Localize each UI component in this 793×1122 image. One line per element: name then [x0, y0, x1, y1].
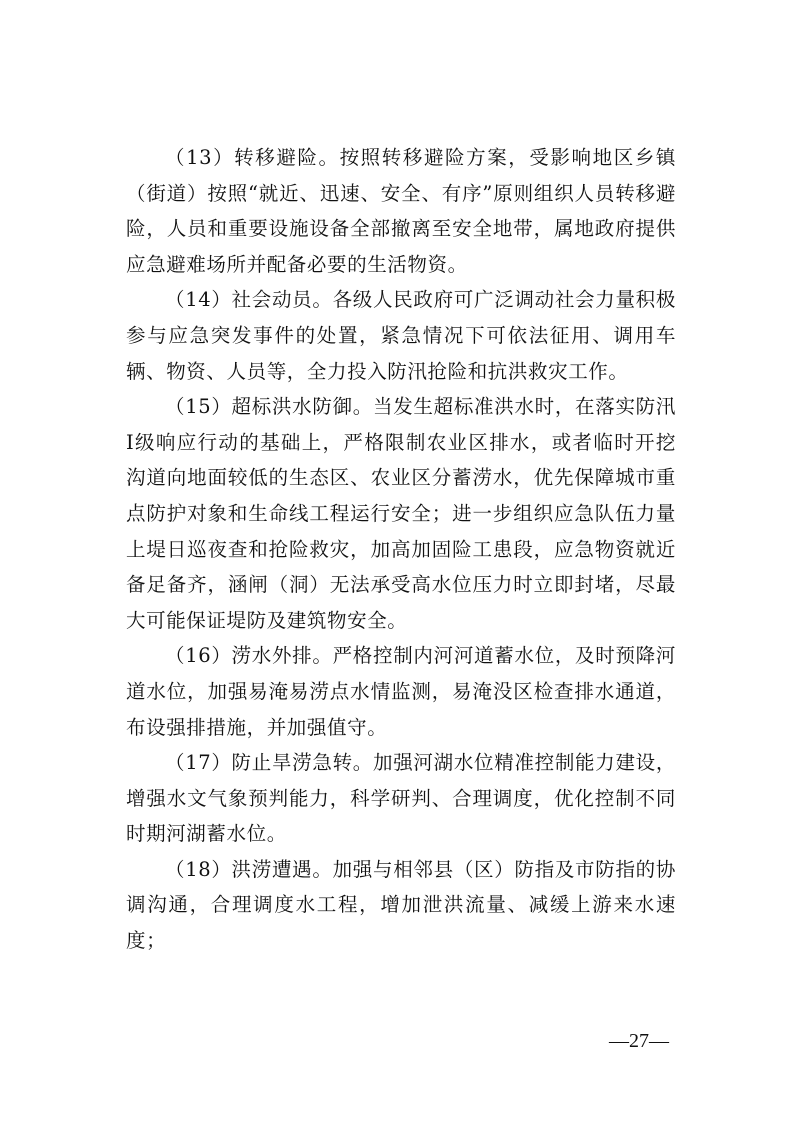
paragraph-14: （14）社会动员。各级人民政府可广泛调动社会力量积极参与应急突发事件的处置，紧急情况下可依法征用、调用车辆、物资、人员等，全力投入防汛抢险和抗洪救灾工作。	[126, 288, 676, 383]
paragraph-15: （15）超标洪水防御。当发生超标准洪水时，在落实防汛I级响应行动的基础上，严格限制农业区排水，或者临时开挖沟道向地面较低的生态区、农业区分蓄涝水，优先保障城市重点防护对象和生命线工程运行安全；进一步组织应急队伍力量上堤日巡夜查和抢险救灾，加高加固险工患段，应急物资就近备足备齐，涵闸（洞）无法承受高水位压力时立即封堵，尽最大可能保证堤防及建筑物安全。	[126, 395, 676, 632]
paragraph-13: （13）转移避险。按照转移避险方案，受影响地区乡镇（街道）按照“就近、迅速、安全、有序”原则组织人员转移避险，人员和重要设施设备全部撤离至安全地带，属地政府提供应急避难场所并配备必要的生活物资。	[126, 146, 676, 276]
page-number: —27—	[609, 1030, 669, 1052]
paragraph-18: （18）洪涝遭遇。加强与相邻县（区）防指及市防指的协调沟通，合理调度水工程，增加泄洪流量、减缓上游来水速度；	[126, 857, 676, 953]
paragraph-16: （16）涝水外排。严格控制内河河道蓄水位，及时预降河道水位，加强易淹易涝点水情监测，易淹没区检查排水通道，布设强排措施，并加强值守。	[126, 644, 676, 739]
body-text	[126, 140, 676, 959]
paragraph-17: （17）防止旱涝急转。加强河湖水位精准控制能力建设，增强水文气象预判能力，科学研判、合理调度，优化控制不同时期河湖蓄水位。	[126, 751, 676, 846]
